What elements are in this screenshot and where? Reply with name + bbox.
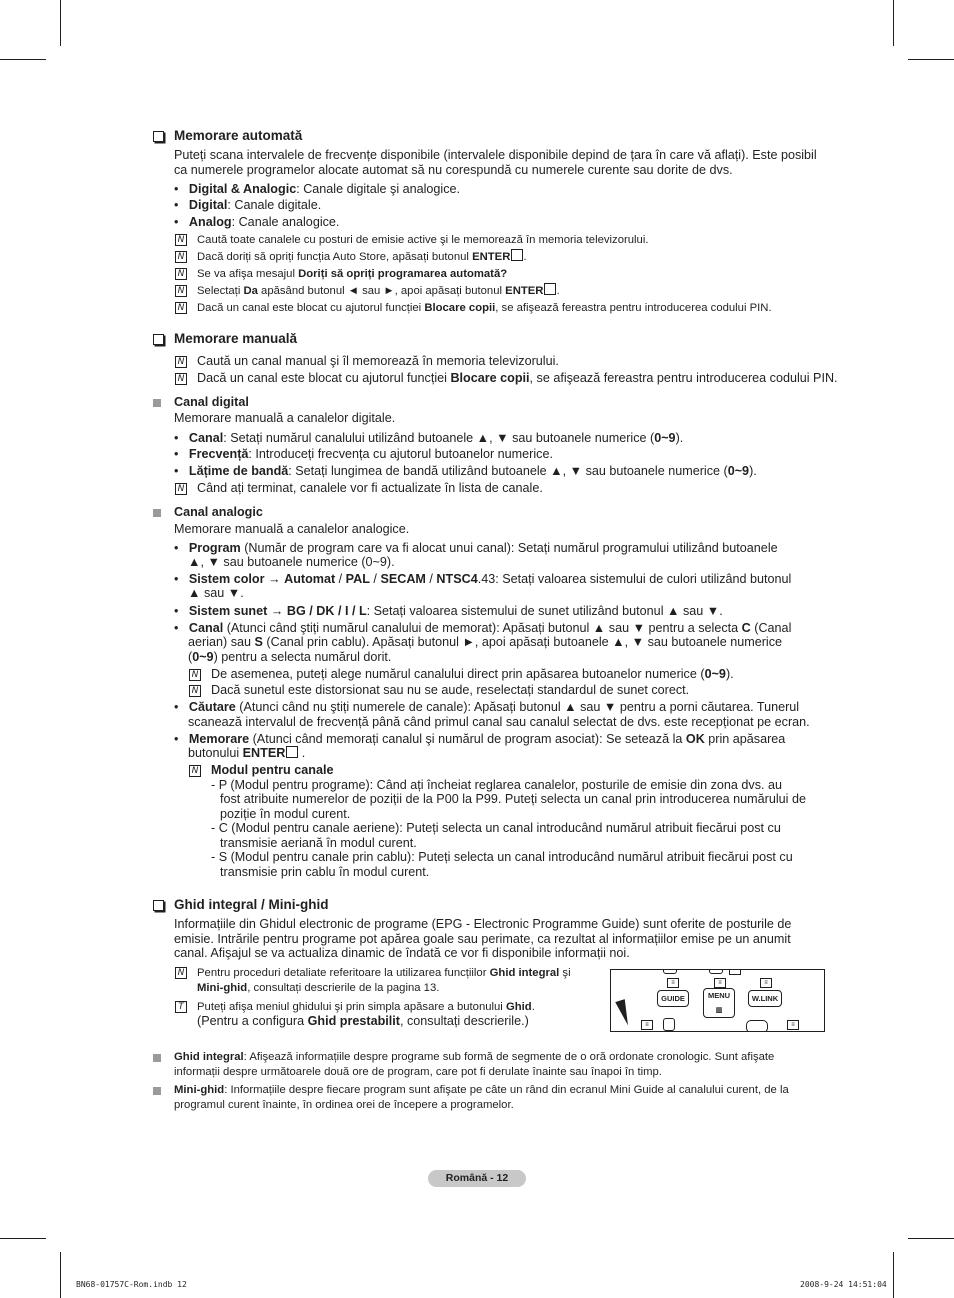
list-item-cont: butonului ENTER .: [188, 746, 306, 760]
section-title: Memorare automată: [174, 128, 303, 143]
remote-key-icon: [663, 969, 677, 974]
section-title: Ghid integral / Mini-ghid: [174, 897, 329, 912]
mode-line: poziție în modul curent.: [220, 807, 351, 821]
square-bullet-icon: [153, 399, 161, 407]
list-item: • Digital & Analogic: Canale digitale şi analogice.: [174, 182, 461, 196]
square-bullet-icon: [153, 1054, 161, 1062]
note-text: Dacă un canal este blocat cu ajutorul funcției Blocare copii, se afişează fereastra pentru introducerea codului PIN.: [197, 371, 838, 385]
section-title: Memorare manuală: [174, 331, 298, 346]
note-icon: N: [175, 268, 187, 280]
crop-mark: [893, 0, 894, 46]
crop-mark: [60, 0, 61, 46]
item-bold: Analog: [188, 215, 232, 229]
remote-menu-button: MENU ▥: [703, 988, 735, 1018]
crop-mark: [908, 1238, 954, 1239]
crop-mark: [0, 1238, 46, 1239]
mode-line: transmisie aeriană în modul curent.: [220, 836, 417, 850]
crop-mark: [0, 59, 46, 60]
list-item: • Sistem color → Automat / PAL / SECAM / NTSC4.43: Setați valoarea sistemului de culori utilizând butonul: [174, 572, 792, 586]
note-icon: N: [175, 251, 187, 263]
note-text: De asemenea, puteți alege numărul canalului direct prin apăsarea butoanelor numerice (0~9).: [211, 667, 734, 681]
note-icon: N: [175, 285, 187, 297]
crop-mark: [60, 1252, 61, 1298]
return-icon: [746, 1020, 768, 1032]
note-text: Selectați Da apăsând butonul ◄ sau ►, apoi apăsați butonul ENTER .: [197, 285, 560, 297]
remote-illustration: [610, 969, 825, 1032]
remote-key-icon: ≡: [714, 978, 726, 988]
list-item-cont: scanează intervalul de frecvență până când primul canal sau canalul selectat de dvs. este recepționat pe ecran.: [188, 715, 810, 729]
note-icon: N: [175, 373, 187, 385]
list-item: • Frecvență: Introduceți frecvența cu ajutorul butoanelor numerice.: [174, 447, 553, 461]
list-item: • Canal (Atunci când ştiți numărul canalului de memorat): Apăsați butonul ▲ sau ▼ pentru a selecta C (Canal: [174, 621, 792, 635]
mode-line: - P (Modul pentru programe): Când ați încheiat reglarea canalelor, posturile de emisie din zona dvs. au: [211, 778, 782, 792]
subsection-title: Canal analogic: [174, 505, 263, 519]
list-item: • Digital: Canale digitale.: [174, 198, 322, 212]
section-heading-guide: [153, 897, 329, 913]
note-icon: N: [175, 483, 187, 495]
note-icon: N: [175, 234, 187, 246]
note-text: Pentru proceduri detaliate referitoare la utilizarea funcțiilor Ghid integral şi: [197, 967, 571, 979]
pointer-arrow-icon: [615, 999, 633, 1027]
checkbox-icon: [153, 334, 164, 345]
list-item: • Lățime de bandă: Setați lungimea de bandă utilizând butoanele ▲, ▼ sau butoanele numerice (0~9).: [174, 464, 757, 478]
note-text: Caută un canal manual şi îl memorează în memoria televizorului.: [197, 354, 559, 368]
remote-key-icon: ≡: [760, 978, 772, 988]
mode-line: - C (Modul pentru canale aeriene): Puteți selecta un canal introducând numărul atribuit fiecărui post cu: [211, 821, 781, 835]
remote-key-icon: ≡: [787, 1020, 799, 1030]
list-item: • Program (Număr de program care va fi alocat unui canal): Setați numărul programului utilizând butoanele: [174, 541, 778, 555]
mode-title: Modul pentru canale: [211, 763, 334, 777]
list-item: • Analog: Canale analogice.: [174, 215, 340, 229]
mode-line: transmisie prin cablu în modul curent.: [220, 865, 430, 879]
item-text: : Canale digitale şi analogice.: [296, 182, 461, 196]
guide-full-desc: Ghid integral: Afişează informațiile despre programe sub formă de segmente de o oră ordonate cronologic. Sunt afişate: [174, 1051, 775, 1063]
list-item: • Canal: Setați numărul canalului utilizând butoanele ▲, ▼ sau butoanele numerice (0~9).: [174, 431, 684, 445]
tip-icon: T: [175, 1001, 187, 1013]
note-text: Dacă doriți să opriți funcția Auto Store, apăsați butonul ENTER .: [197, 251, 527, 263]
note-icon: N: [189, 669, 201, 681]
mode-line: - S (Modul pentru canale prin cablu): Puteți selecta un canal introducând numărul atribuit fiecărui post cu: [211, 850, 793, 864]
list-item-cont: ▲, ▼ sau butoanele numerice (0~9).: [188, 555, 395, 569]
square-bullet-icon: [153, 509, 161, 517]
remote-key-icon: [709, 969, 723, 974]
list-item: • Sistem sunet → BG / DK / I / L: Setați valoarea sistemului de sunet utilizând butonul ▲ sau ▼.: [174, 604, 723, 618]
date-imprint: 2008-9-24 14:51:04: [800, 1280, 887, 1289]
note-icon: N: [189, 765, 201, 777]
guide-intro: Informațiile din Ghidul electronic de programe (EPG - Electronic Programme Guide) sunt oferite de posturile de emisie. Intrările pentru programe pot apărea goale sau perimate, ca rezultat al informațiilor emise pe un anumit canal. Afişajul se va actualiza dinamic de îndată ce vor fi disponibile informații noi.: [174, 917, 792, 961]
note-text: Se va afişa mesajul Doriți să opriți programarea automată?: [197, 268, 508, 280]
note-text: Mini-ghid, consultați descrierile de la pagina 13.: [197, 982, 440, 994]
list-item-cont: aerian) sau S (Canal prin cablu). Apăsați butonul ►, apoi apăsați butoanele ▲, ▼ sau butoanele numerice: [188, 635, 782, 649]
note-text: (Pentru a configura Ghid prestabilit, consultați descrierile.): [197, 1014, 529, 1028]
remote-key-icon: ≡: [641, 1020, 653, 1030]
auto-intro: Puteți scana intervalele de frecvențe disponibile (intervalele disponibile depind de țara în care vă aflați). Este posibil ca numerele programelor alocate automat să nu corespundă cu numerele curente sau dorite de dvs.: [174, 148, 817, 177]
remote-guide-button: GUIDE: [657, 990, 689, 1007]
remote-key-icon: [729, 969, 741, 975]
subsection-title: Canal digital: [174, 395, 249, 409]
note-text: Dacă sunetul este distorsionat sau nu se aude, reselectați standardul de sunet corect.: [211, 683, 690, 697]
mode-line: fost atribuite numerelor de poziții de la P00 la P99. Puteți selecta un canal prin introducerea numărului de: [220, 792, 806, 806]
subsection-desc: Memorare manuală a canalelor analogice.: [174, 522, 410, 536]
note-text: Puteți afişa meniul ghidului şi prin simpla apăsare a butonului Ghid.: [197, 1001, 535, 1013]
file-imprint: BN68-01757C-Rom.indb 12: [76, 1280, 187, 1289]
note-icon: N: [175, 302, 187, 314]
list-item: • Memorare (Atunci când memorați canalul şi numărul de program asociat): Se setează la OK prin apăsarea: [174, 732, 786, 746]
list-item-cont: ▲ sau ▼.: [188, 586, 244, 600]
note-icon: N: [189, 685, 201, 697]
crop-mark: [893, 1252, 894, 1298]
enter-icon: [544, 283, 556, 295]
guide-mini-desc-cont: programul curent înainte, în ordinea orei de începere a programelor.: [174, 1099, 514, 1111]
remote-wlink-button: W.LINK: [748, 990, 782, 1007]
enter-icon: [286, 746, 298, 758]
note-icon: N: [175, 967, 187, 979]
guide-full-desc-cont: informații despre următoarele două ore de program, care pot fi derulate înainte sau înapoi în timp.: [174, 1066, 662, 1078]
guide-mini-desc: Mini-ghid: Informațiile despre fiecare program sunt afişate pe câte un rând din ecranul Mini Guide al canalului curent, de la: [174, 1084, 789, 1096]
item-bold: Digital: [188, 198, 228, 212]
note-text: Caută toate canalele cu posturi de emisie active şi le memorează în memoria televizorului.: [197, 234, 649, 246]
item-text: : Canale analogice.: [231, 215, 340, 229]
checkbox-icon: [153, 900, 164, 911]
item-bold: Digital & Analogic: [188, 182, 297, 196]
item-text: : Canale digitale.: [227, 198, 322, 212]
subsection-desc: Memorare manuală a canalelor digitale.: [174, 411, 396, 425]
checkbox-icon: [153, 131, 164, 142]
remote-key-icon: [663, 1018, 675, 1031]
remote-key-icon: ≡: [667, 978, 679, 988]
list-item: • Căutare (Atunci când nu ştiți numerele de canale): Apăsați butonul ▲ sau ▼ pentru a porni căutarea. Tunerul: [174, 700, 800, 714]
crop-mark: [908, 59, 954, 60]
list-item-cont: (0~9) pentru a selecta numărul dorit.: [188, 650, 392, 664]
enter-icon: [511, 249, 523, 261]
page-number-badge: Română - 12: [428, 1170, 526, 1187]
section-heading-manual: [153, 331, 297, 347]
note-text: Când ați terminat, canalele vor fi actualizate în lista de canale.: [197, 481, 543, 495]
section-heading-auto: [153, 128, 302, 144]
note-icon: N: [175, 356, 187, 368]
note-text: Dacă un canal este blocat cu ajutorul funcției Blocare copii, se afişează fereastra pentru introducerea codului PIN.: [197, 302, 772, 314]
square-bullet-icon: [153, 1087, 161, 1095]
